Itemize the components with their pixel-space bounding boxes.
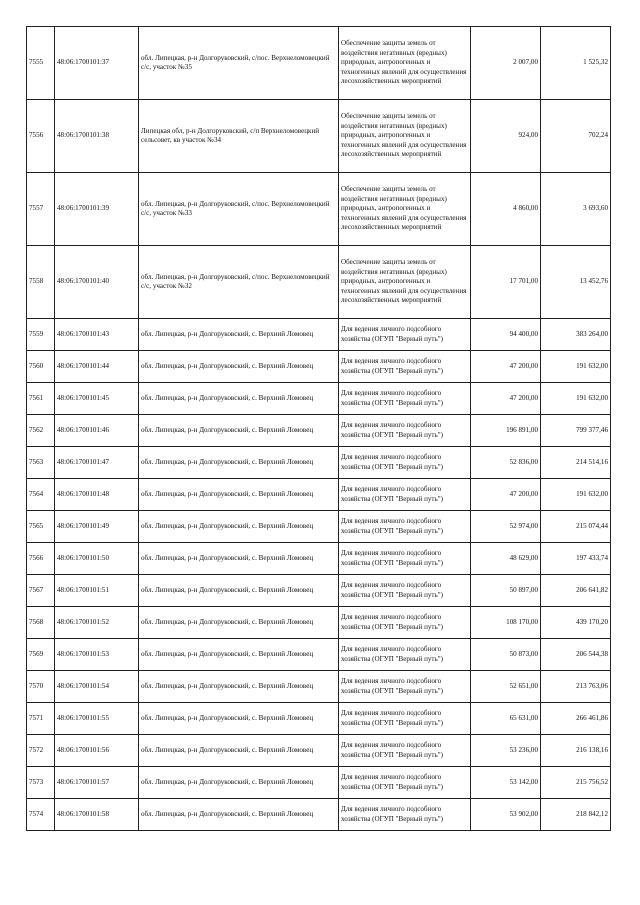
address: обл. Липецкая, р-н Долгоруковский, с. Верхний Ломовец	[139, 607, 339, 639]
row-number: 7560	[27, 351, 55, 383]
address: обл. Липецкая, р-н Долгоруковский, с. Верхний Ломовец	[139, 767, 339, 799]
cadastral-value: 266 461,86	[541, 703, 611, 735]
address: Липецкая обл, р-н Долгоруковский, с/п Верхнеломовецкий сельсовет, кв участок №34	[139, 100, 339, 173]
row-number: 7559	[27, 319, 55, 351]
table-row	[27, 511, 611, 543]
address: обл. Липецкая, р-н Долгоруковский, с. Верхний Ломовец	[139, 543, 339, 575]
address: обл. Липецкая, р-н Долгоруковский, с. Верхний Ломовец	[139, 639, 339, 671]
area: 50 897,00	[471, 575, 541, 607]
permitted-use: Для ведения личного подсобного хозяйства (ОГУП "Верный путь")	[339, 319, 471, 351]
permitted-use: Для ведения личного подсобного хозяйства (ОГУП "Верный путь")	[339, 767, 471, 799]
row-number: 7555	[27, 27, 55, 100]
area: 2 007,00	[471, 27, 541, 100]
cadastral-value: 799 377,46	[541, 415, 611, 447]
cadastral-number: 48:06:1700101:37	[55, 27, 139, 100]
cadastral-value: 702,24	[541, 100, 611, 173]
table-row	[27, 703, 611, 735]
area: 108 170,00	[471, 607, 541, 639]
address: обл. Липецкая, р-н Долгоруковский, с. Верхний Ломовец	[139, 319, 339, 351]
address: обл. Липецкая, р-н Долгоруковский, с. Верхний Ломовец	[139, 671, 339, 703]
permitted-use: Для ведения личного подсобного хозяйства (ОГУП "Верный путь")	[339, 447, 471, 479]
table-row	[27, 173, 611, 246]
row-number: 7558	[27, 246, 55, 319]
area: 53 902,00	[471, 799, 541, 831]
row-number: 7568	[27, 607, 55, 639]
cadastral-value: 214 514,16	[541, 447, 611, 479]
address: обл. Липецкая, р-н Долгоруковский, с. Верхний Ломовец	[139, 575, 339, 607]
cadastral-value: 197 433,74	[541, 543, 611, 575]
area: 65 631,00	[471, 703, 541, 735]
address: обл. Липецкая, р-н Долгоруковский, с/пос. Верхнеломовецкий с/с, участок №33	[139, 173, 339, 246]
row-number: 7569	[27, 639, 55, 671]
area: 196 891,00	[471, 415, 541, 447]
cadastral-number: 48:06:1700101:47	[55, 447, 139, 479]
cadastral-number: 48:06:1700101:48	[55, 479, 139, 511]
permitted-use: Обеспечение защиты земель от воздействия негативных (вредных) природных, антропогенных и техногенных явлений для осуществления лесохозяйственных мероприятий	[339, 246, 471, 319]
table-row	[27, 607, 611, 639]
address: обл. Липецкая, р-н Долгоруковский, с. Верхний Ломовец	[139, 735, 339, 767]
address: обл. Липецкая, р-н Долгоруковский, с/пос. Верхнеломовецкий с/с, участок №35	[139, 27, 339, 100]
area: 4 860,00	[471, 173, 541, 246]
area: 94 400,00	[471, 319, 541, 351]
permitted-use: Для ведения личного подсобного хозяйства (ОГУП "Верный путь")	[339, 415, 471, 447]
cadastral-number: 48:06:1700101:54	[55, 671, 139, 703]
area: 17 701,00	[471, 246, 541, 319]
table-row	[27, 447, 611, 479]
cadastral-value: 206 544,38	[541, 639, 611, 671]
cadastral-number: 48:06:1700101:44	[55, 351, 139, 383]
cadastral-number: 48:06:1700101:53	[55, 639, 139, 671]
permitted-use: Для ведения личного подсобного хозяйства (ОГУП "Верный путь")	[339, 639, 471, 671]
table-row	[27, 639, 611, 671]
row-number: 7561	[27, 383, 55, 415]
cadastral-value: 191 632,00	[541, 351, 611, 383]
cadastral-value: 215 074,44	[541, 511, 611, 543]
table-row	[27, 415, 611, 447]
permitted-use: Для ведения личного подсобного хозяйства (ОГУП "Верный путь")	[339, 479, 471, 511]
cadastral-number: 48:06:1700101:46	[55, 415, 139, 447]
permitted-use: Для ведения личного подсобного хозяйства (ОГУП "Верный путь")	[339, 351, 471, 383]
table-row	[27, 799, 611, 831]
row-number: 7572	[27, 735, 55, 767]
table-row	[27, 100, 611, 173]
area: 48 629,00	[471, 543, 541, 575]
address: обл. Липецкая, р-н Долгоруковский, с. Верхний Ломовец	[139, 447, 339, 479]
table-row	[27, 575, 611, 607]
cadastral-number: 48:06:1700101:57	[55, 767, 139, 799]
cadastral-number: 48:06:1700101:56	[55, 735, 139, 767]
row-number: 7562	[27, 415, 55, 447]
cadastral-value: 213 763,06	[541, 671, 611, 703]
area: 50 873,00	[471, 639, 541, 671]
permitted-use: Обеспечение защиты земель от воздействия негативных (вредных) природных, антропогенных и техногенных явлений для осуществления лесохозяйственных мероприятий	[339, 27, 471, 100]
permitted-use: Обеспечение защиты земель от воздействия негативных (вредных) природных, антропогенных и техногенных явлений для осуществления лесохозяйственных мероприятий	[339, 100, 471, 173]
permitted-use: Для ведения личного подсобного хозяйства (ОГУП "Верный путь")	[339, 607, 471, 639]
permitted-use: Для ведения личного подсобного хозяйства (ОГУП "Верный путь")	[339, 383, 471, 415]
row-number: 7570	[27, 671, 55, 703]
row-number: 7566	[27, 543, 55, 575]
cadastral-number: 48:06:1700101:52	[55, 607, 139, 639]
cadastral-value: 1 525,32	[541, 27, 611, 100]
table-row	[27, 671, 611, 703]
permitted-use: Для ведения личного подсобного хозяйства (ОГУП "Верный путь")	[339, 575, 471, 607]
cadastral-value: 383 264,00	[541, 319, 611, 351]
row-number: 7564	[27, 479, 55, 511]
cadastral-value: 191 632,00	[541, 383, 611, 415]
cadastral-number: 48:06:1700101:49	[55, 511, 139, 543]
address: обл. Липецкая, р-н Долгоруковский, с. Верхний Ломовец	[139, 383, 339, 415]
area: 47 200,00	[471, 383, 541, 415]
row-number: 7571	[27, 703, 55, 735]
cadastral-value: 215 756,52	[541, 767, 611, 799]
area: 52 974,00	[471, 511, 541, 543]
cadastral-number: 48:06:1700101:40	[55, 246, 139, 319]
cadastral-number: 48:06:1700101:39	[55, 173, 139, 246]
cadastral-number: 48:06:1700101:50	[55, 543, 139, 575]
cadastral-value: 13 452,76	[541, 246, 611, 319]
table-row	[27, 735, 611, 767]
row-number: 7565	[27, 511, 55, 543]
cadastral-number: 48:06:1700101:58	[55, 799, 139, 831]
permitted-use: Обеспечение защиты земель от воздействия негативных (вредных) природных, антропогенных и техногенных явлений для осуществления лесохозяйственных мероприятий	[339, 173, 471, 246]
permitted-use: Для ведения личного подсобного хозяйства (ОГУП "Верный путь")	[339, 671, 471, 703]
table-row	[27, 479, 611, 511]
cadastral-number: 48:06:1700101:38	[55, 100, 139, 173]
permitted-use: Для ведения личного подсобного хозяйства (ОГУП "Верный путь")	[339, 703, 471, 735]
permitted-use: Для ведения личного подсобного хозяйства (ОГУП "Верный путь")	[339, 511, 471, 543]
address: обл. Липецкая, р-н Долгоруковский, с/пос. Верхнеломовецкий с/с, участок №32	[139, 246, 339, 319]
table-row	[27, 351, 611, 383]
permitted-use: Для ведения личного подсобного хозяйства (ОГУП "Верный путь")	[339, 735, 471, 767]
permitted-use: Для ведения личного подсобного хозяйства (ОГУП "Верный путь")	[339, 543, 471, 575]
cadastral-value: 3 693,60	[541, 173, 611, 246]
cadastral-value: 439 170,20	[541, 607, 611, 639]
cadastral-value: 216 138,16	[541, 735, 611, 767]
address: обл. Липецкая, р-н Долгоруковский, с. Верхний Ломовец	[139, 479, 339, 511]
cadastral-number: 48:06:1700101:51	[55, 575, 139, 607]
address: обл. Липецкая, р-н Долгоруковский, с. Верхний Ломовец	[139, 799, 339, 831]
area: 53 142,00	[471, 767, 541, 799]
table-row	[27, 543, 611, 575]
cadastral-number: 48:06:1700101:45	[55, 383, 139, 415]
table-row	[27, 319, 611, 351]
table-row	[27, 246, 611, 319]
area: 53 236,00	[471, 735, 541, 767]
address: обл. Липецкая, р-н Долгоруковский, с. Верхний Ломовец	[139, 415, 339, 447]
row-number: 7557	[27, 173, 55, 246]
address: обл. Липецкая, р-н Долгоруковский, с. Верхний Ломовец	[139, 511, 339, 543]
table-body	[27, 27, 611, 831]
cadastral-value: 191 632,00	[541, 479, 611, 511]
address: обл. Липецкая, р-н Долгоруковский, с. Верхний Ломовец	[139, 351, 339, 383]
table-row	[27, 27, 611, 100]
area: 52 836,00	[471, 447, 541, 479]
row-number: 7563	[27, 447, 55, 479]
cadastral-number: 48:06:1700101:43	[55, 319, 139, 351]
table-row	[27, 383, 611, 415]
cadastral-value: 218 842,12	[541, 799, 611, 831]
table-row	[27, 767, 611, 799]
cadastral-number: 48:06:1700101:55	[55, 703, 139, 735]
address: обл. Липецкая, р-н Долгоруковский, с. Верхний Ломовец	[139, 703, 339, 735]
area: 47 200,00	[471, 479, 541, 511]
cadastral-value: 206 641,82	[541, 575, 611, 607]
area: 52 651,00	[471, 671, 541, 703]
row-number: 7567	[27, 575, 55, 607]
area: 47 200,00	[471, 351, 541, 383]
row-number: 7573	[27, 767, 55, 799]
row-number: 7556	[27, 100, 55, 173]
permitted-use: Для ведения личного подсобного хозяйства (ОГУП "Верный путь")	[339, 799, 471, 831]
row-number: 7574	[27, 799, 55, 831]
land-registry-table	[26, 26, 611, 831]
area: 924,00	[471, 100, 541, 173]
